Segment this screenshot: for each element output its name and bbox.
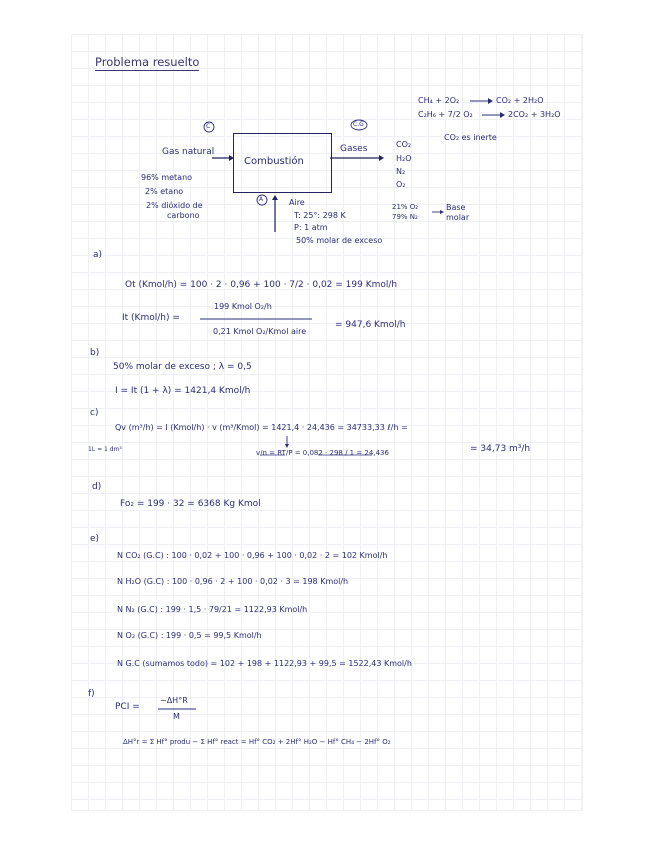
air-temperature: T: 25°: 298 K bbox=[294, 211, 346, 220]
product-h2o: H₂O bbox=[396, 154, 412, 163]
air-pressure: P: 1 atm bbox=[294, 223, 328, 232]
feed-comp-3b: carbono bbox=[167, 211, 200, 220]
stream-label-cg: C.G bbox=[353, 121, 364, 128]
section-a-line-1: Ot (Kmol/h) = 100 · 2 · 0,96 + 100 · 7/2 · 0,02 = 199 Kmol/h bbox=[125, 280, 398, 290]
page-title: Problema resuelto bbox=[95, 55, 200, 69]
section-b-line-1: 50% molar de exceso ; λ = 0,5 bbox=[113, 362, 252, 372]
section-a-frac-den: 0,21 Kmol O₂/Kmol aire bbox=[213, 327, 307, 336]
section-e-line-1: N CO₂ (G.C) : 100 · 0,02 + 100 · 0,96 + 100 · 0,02 · 2 = 102 Kmol/h bbox=[117, 551, 388, 560]
section-b-line-2: I = It (1 + λ) = 1421,4 Kmol/h bbox=[115, 386, 251, 396]
air-label: Aire bbox=[289, 198, 305, 207]
product-co2: CO₂ bbox=[396, 140, 412, 149]
stream-label-a: A bbox=[259, 196, 264, 203]
base-label-1: Base bbox=[446, 203, 466, 212]
reaction-1-left: CH₄ + 2O₂ bbox=[418, 96, 460, 105]
section-e-line-3: N N₂ (G.C) : 199 · 1,5 · 79/21 = 1122,93 Kmol/h bbox=[117, 605, 308, 614]
section-c-line-2: v/n = RT/P = 0,082 · 298 / 1 = 24,436 bbox=[256, 449, 389, 457]
section-d-line-1: Fo₂ = 199 · 32 = 6368 Kg Kmol bbox=[120, 499, 261, 509]
section-f-pci-num: −ΔH°R bbox=[160, 696, 188, 705]
section-c-line-1: Qv (m³/h) = I (Kmol/h) · v (m³/Kmol) = 1421,4 · 24,436 = 34733,33 ℓ/h = bbox=[115, 423, 408, 432]
section-f-pci-lhs: PCI = bbox=[115, 702, 140, 712]
product-n2: N₂ bbox=[396, 167, 406, 176]
section-d-label: d) bbox=[92, 482, 102, 492]
section-b-label: b) bbox=[90, 348, 100, 358]
section-e-label: e) bbox=[90, 534, 100, 544]
section-e-line-2: N H₂O (G.C) : 100 · 0,96 · 2 + 100 · 0,02 · 3 = 198 Kmol/h bbox=[117, 577, 349, 586]
section-a-frac-result: = 947,6 Kmol/h bbox=[335, 320, 406, 330]
reaction-1-right: CO₂ + 2H₂O bbox=[496, 96, 544, 105]
section-f-pci-den: M bbox=[173, 712, 180, 721]
feed-comp-3a: 2% dióxido de bbox=[146, 201, 203, 210]
air-comp-o2: 21% O₂ bbox=[392, 203, 419, 211]
base-label-2: molar bbox=[446, 213, 470, 222]
feed-comp-1: 96% metano bbox=[141, 173, 193, 182]
gases-label: Gases bbox=[340, 144, 368, 154]
reaction-note: CO₂ es inerte bbox=[444, 133, 497, 142]
section-a-label: a) bbox=[93, 250, 103, 260]
section-c-label: c) bbox=[90, 408, 99, 418]
product-o2: O₂ bbox=[396, 180, 406, 189]
section-a-frac-num: 199 Kmol O₂/h bbox=[214, 302, 272, 311]
reaction-2-right: 2CO₂ + 3H₂O bbox=[508, 110, 561, 119]
feed-comp-2: 2% etano bbox=[145, 187, 184, 196]
combustion-label: Combustión bbox=[244, 156, 304, 167]
section-f-line-2: ΔH°r = Σ Hf° produ − Σ Hf° react = Hf° CO₂ + 2Hf° H₂O − Hf° CH₄ − 2Hf° O₂ bbox=[123, 738, 391, 746]
section-f-label: f) bbox=[88, 689, 95, 699]
reaction-2-left: C₂H₆ + 7/2 O₂ bbox=[418, 110, 473, 119]
section-c-line-3: = 34,73 m³/h bbox=[470, 444, 531, 454]
section-a-frac-lhs: It (Kmol/h) = bbox=[122, 313, 180, 323]
section-e-line-4: N O₂ (G.C) : 199 · 0,5 = 99,5 Kmol/h bbox=[117, 631, 262, 640]
air-excess: 50% molar de exceso bbox=[296, 236, 383, 245]
section-e-line-5: N G.C (sumamos todo) = 102 + 198 + 1122,93 + 99,5 = 1522,43 Kmol/h bbox=[117, 659, 412, 668]
air-comp-n2: 79% N₂ bbox=[392, 213, 418, 221]
stream-label-c: C bbox=[206, 123, 211, 130]
gas-natural-label: Gas natural bbox=[162, 147, 215, 157]
section-c-left-note: 1L = 1 dm³ bbox=[88, 446, 122, 453]
